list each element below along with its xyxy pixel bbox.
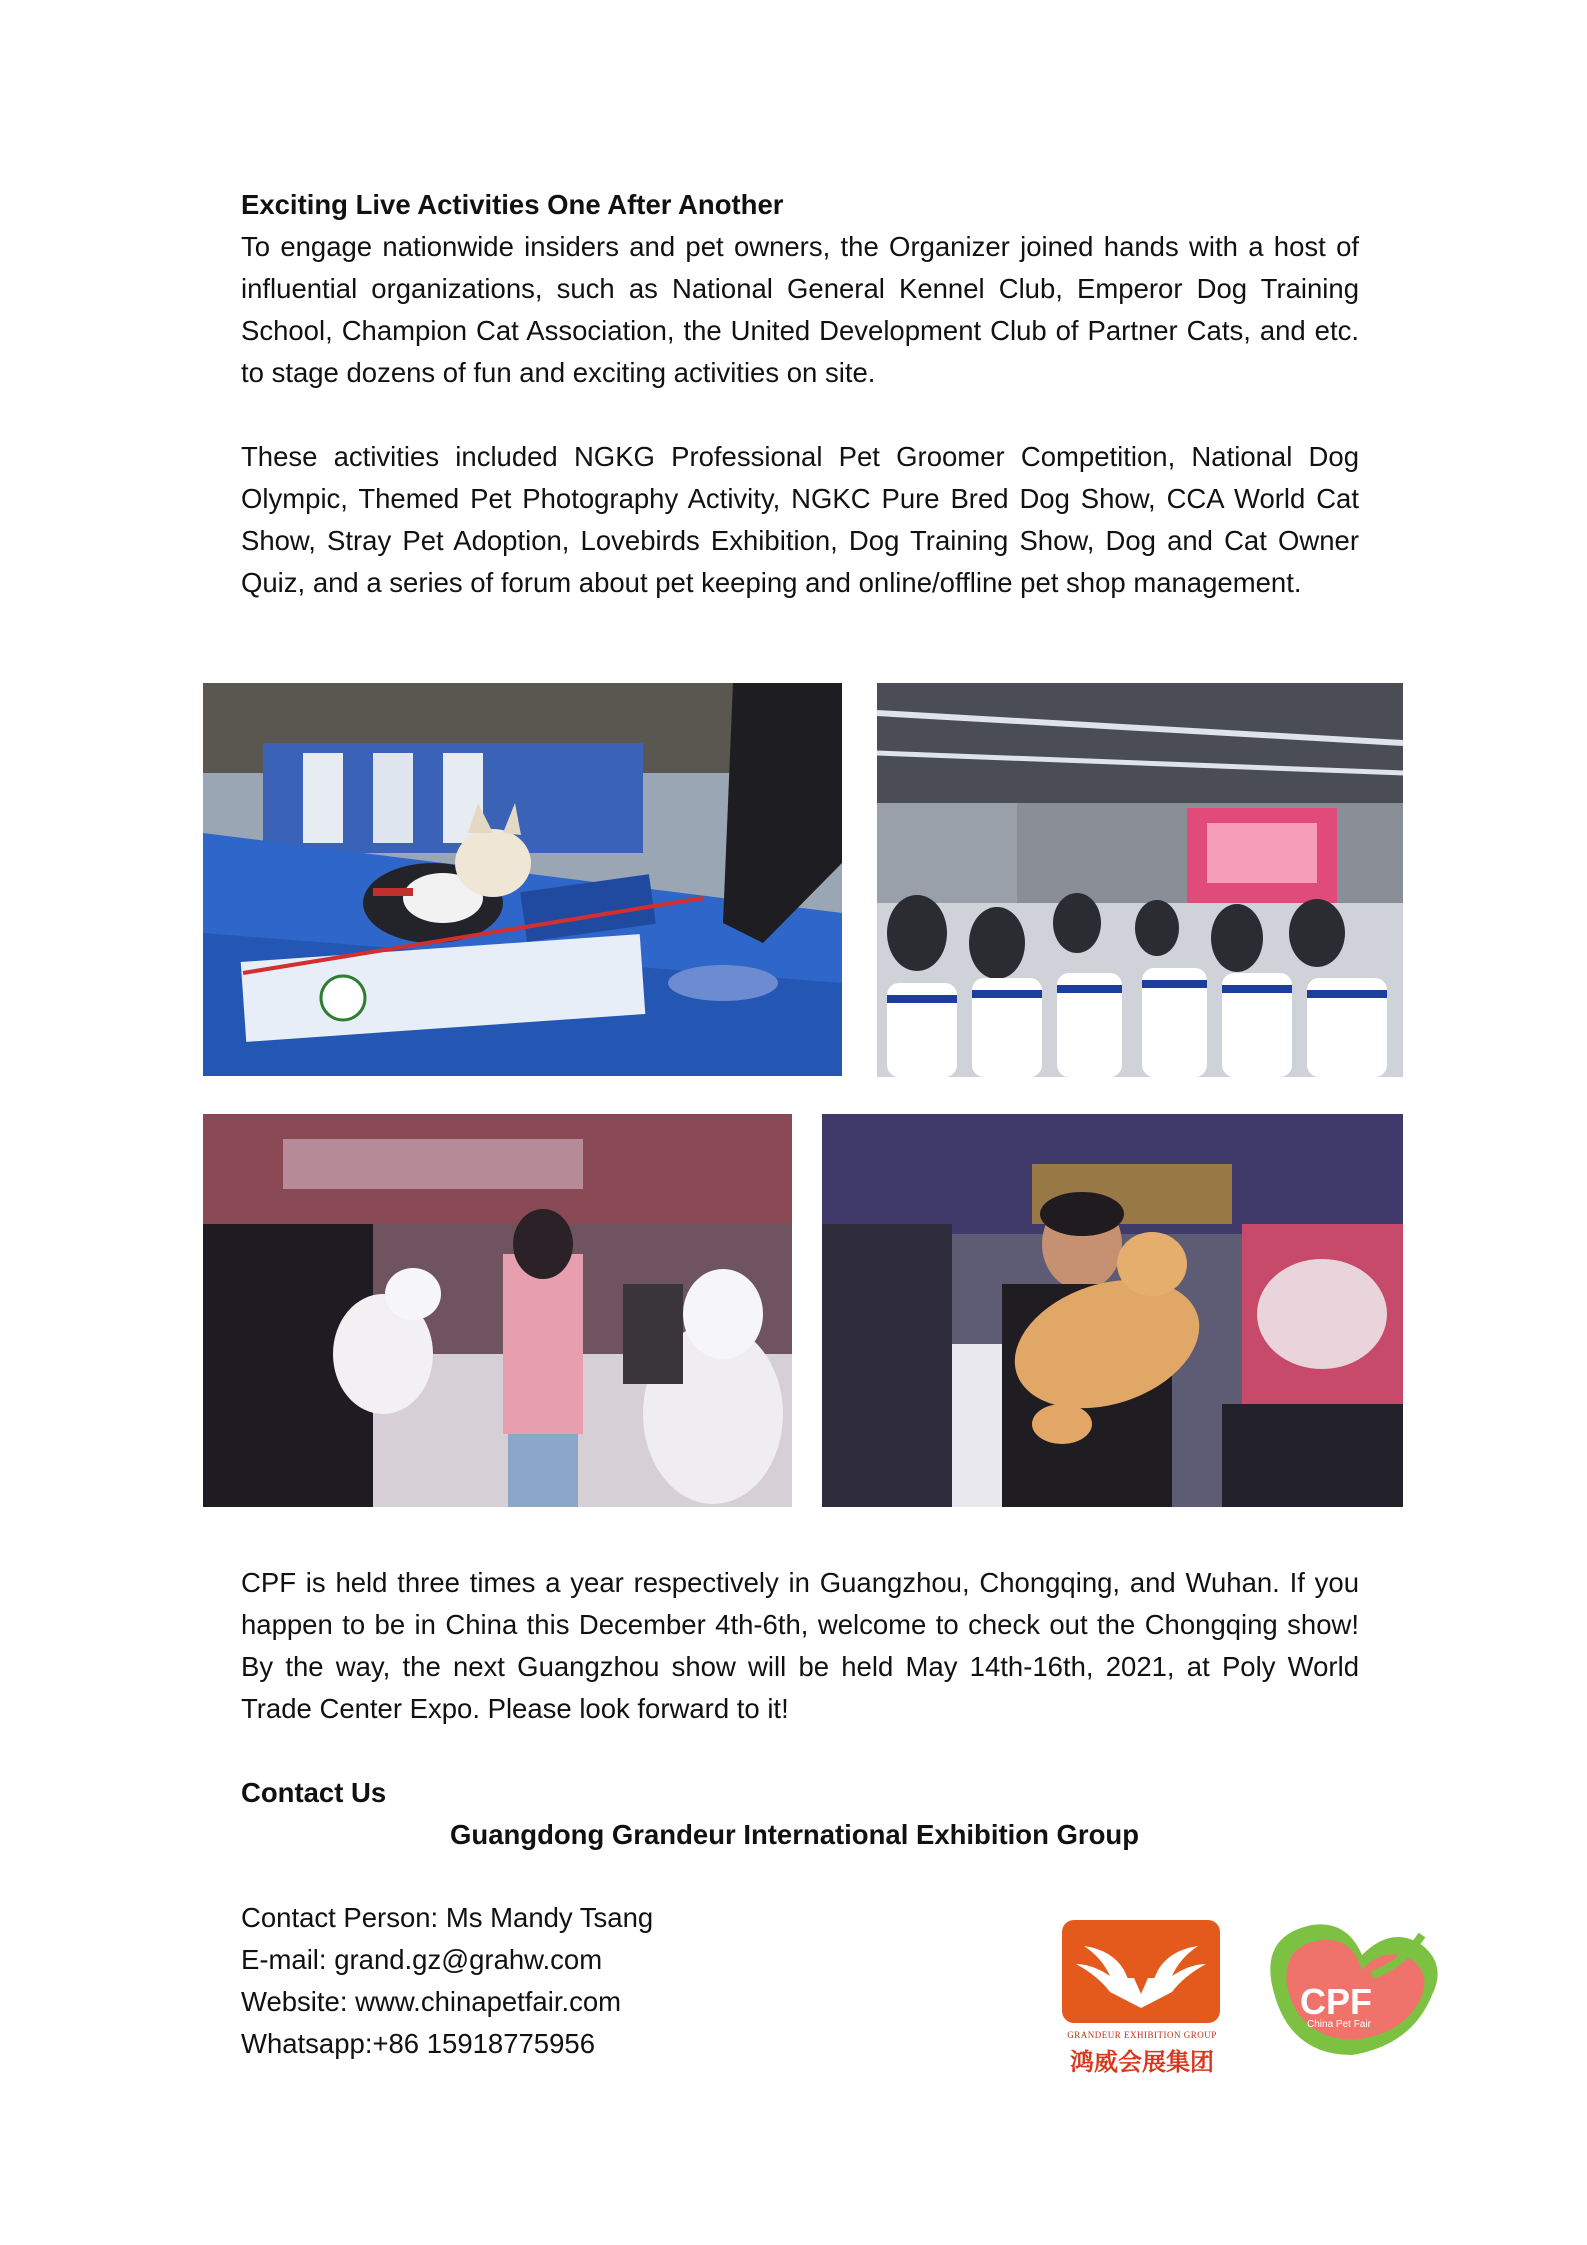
contact-whatsapp: Whatsapp:+86 15918775956 xyxy=(241,2028,595,2059)
grandeur-logo-tile xyxy=(1062,1920,1220,2023)
grandeur-logo-cn: 鸿威会展集团 xyxy=(1070,2047,1214,2076)
cat-show-photo xyxy=(822,1114,1403,1507)
contact-person: Contact Person: Ms Mandy Tsang xyxy=(241,1902,654,1933)
contact-website: Website: www.chinapetfair.com xyxy=(241,1986,622,2017)
cpf-logo xyxy=(1252,1915,1442,2065)
cpf-logo-subtext: China Pet Fair xyxy=(1307,2019,1371,2030)
contact-email: E-mail: grand.gz@grahw.com xyxy=(241,1944,603,1975)
grandeur-wing-icon xyxy=(1062,1920,1220,2023)
activities-paragraph-2: These activities included NGKG Professional Pet Groomer Competition, National Dog Olympic, Themed Pet Photography Activity, NGKC Pure Bred Dog Show, CCA World Cat Show, Stray Pet Adoption, Lovebirds Exhibition, Dog Training Show, Dog and Cat Owner Quiz, and a series of forum about pet keeping and online/offline pet shop management. xyxy=(241,441,1359,598)
activities-section xyxy=(241,184,1359,604)
forum-audience-photo xyxy=(877,683,1403,1077)
grandeur-logo xyxy=(1062,1920,1222,2076)
pet-grooming-photo xyxy=(203,1114,792,1507)
schedule-section xyxy=(241,1562,1359,1730)
activities-paragraph-1: To engage nationwide insiders and pet owners, the Organizer joined hands with a host of influential organizations, such as National General Kennel Club, Emperor Dog Training School, Champion Cat Association, the United Development Club of Partner Cats, and etc. to stage dozens of fun and exciting activities on site. xyxy=(241,231,1359,388)
cpf-logo-text: CPF xyxy=(1300,1981,1372,2022)
dog-agility-photo xyxy=(203,683,842,1076)
schedule-paragraph: CPF is held three times a year respectively in Guangzhou, Chongqing, and Wuhan. If you happen to be in China this December 4th-6th, welcome to check out the Chongqing show! By the way, the next Guangzhou show will be held May 14th-16th, 2021, at Poly World Trade Center Expo. Please look forward to it! xyxy=(241,1567,1359,1724)
contact-details xyxy=(241,1897,653,2065)
grandeur-logo-en: GRANDEUR EXHIBITION GROUP xyxy=(1067,2030,1217,2040)
contact-heading: Contact Us xyxy=(241,1777,387,1808)
organization-name: Guangdong Grandeur International Exhibition Group xyxy=(450,1819,1140,1850)
activities-heading: Exciting Live Activities One After Another xyxy=(241,189,784,220)
